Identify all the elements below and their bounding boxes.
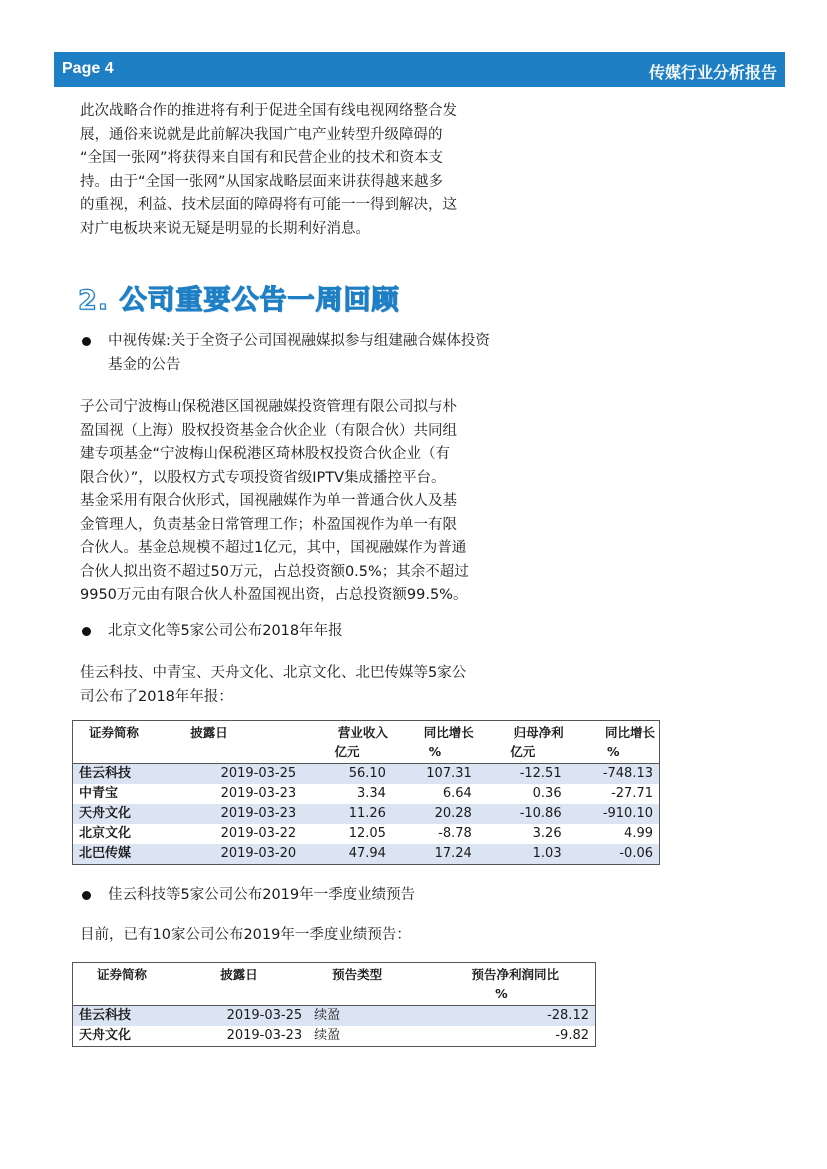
- text-line: 盈国视（上海）股权投资基金合伙企业（有限合伙）共同组: [80, 422, 457, 439]
- text-line: 建专项基金“宁波梅山保税港区琦林股权投资合伙企业（有: [80, 446, 451, 462]
- column-header: 归母净利 亿元: [510, 725, 564, 759]
- text-line: “全国一张网”将获得来自国有和民营企业的技术和资本支: [80, 150, 444, 166]
- text-line: 此次战略合作的推进将有利于促进全国有线电视网络整合发: [80, 103, 457, 119]
- text-line: 展，通俗来说就是此前解决我国广电产业转型升级障碍的: [80, 126, 443, 143]
- bullet-dot-icon: [82, 337, 91, 346]
- text-line: 目前，已有10家公司公布2019年一季度业绩预告：: [80, 927, 411, 943]
- text-line: 基金采用有限合伙形式，国视融媒作为单一普通合伙人及基: [80, 493, 457, 509]
- column-header: 披露日: [220, 967, 258, 982]
- text-line: 子公司宁波梅山保税港区国视融媒投资管理有限公司拟与朴: [80, 399, 457, 415]
- bullet-dot-icon: [82, 627, 91, 636]
- forecast-table: [72, 962, 596, 1047]
- table-header-row: [73, 721, 660, 764]
- text-line: 对广电板块来说无疑是明显的长期利好消息。: [80, 220, 370, 237]
- page-header: [54, 52, 785, 87]
- column-header: 预告类型: [332, 967, 383, 982]
- column-header: 证券简称: [97, 967, 148, 982]
- column-header: 同比增长 %: [604, 725, 655, 759]
- annual-report-paragraph: [80, 662, 466, 709]
- bullet-text: 中视传媒:关于全资子公司国视融媒拟参与组建融合媒体投资: [108, 333, 490, 349]
- bullet-text: 基金的公告: [108, 356, 181, 373]
- table-row: 北京文化 2019-03-22 12.05 -8.78 3.26 4.99: [79, 826, 653, 841]
- report-title: 传媒行业分析报告: [648, 63, 777, 82]
- table-row: 佳云科技 2019-03-25 续盈 -28.12: [73, 1006, 596, 1027]
- table-row: 天舟文化 2019-03-23 续盈 -9.82: [79, 1028, 589, 1043]
- table-row: 中青宝 2019-03-23 3.34 6.64 0.36 -27.71: [79, 786, 653, 801]
- text-line: 9950万元由有限合伙人朴盈国视出资，占总投资额99.5%。: [80, 587, 468, 603]
- text-line: 合伙人拟出资不超过50万元，占总投资额0.5%；其余不超过: [80, 563, 469, 580]
- section-heading: 2. 公司重要公告一周回顾: [78, 285, 400, 316]
- text-line: 限合伙）”，以股权方式专项投资省级IPTV集成播控平台。: [80, 469, 446, 486]
- bullet-text: 佳云科技等5家公司公布2019年一季度业绩预告: [108, 887, 416, 903]
- column-header: 营业收入 亿元: [334, 725, 388, 759]
- column-header: 披露日: [190, 725, 228, 740]
- column-header: 预告净利润同比 %: [471, 967, 559, 1001]
- table-header-row: [73, 963, 596, 1006]
- text-line: 合伙人。基金总规模不超过1亿元，其中，国视融媒作为普通: [80, 540, 467, 556]
- forecast-paragraph: [80, 924, 411, 948]
- column-header: 证券简称: [89, 725, 140, 740]
- text-line: 司公布了2018年年报：: [80, 688, 233, 705]
- table-row: 天舟文化 2019-03-23 11.26 20.28 -10.86 -910.10: [73, 804, 660, 824]
- text-line: 佳云科技、中青宝、天舟文化、北京文化、北巴传媒等5家公: [80, 665, 467, 681]
- bullet-dot-icon: [82, 891, 91, 900]
- text-line: 金管理人，负责基金日常管理工作；朴盈国视作为单一有限: [80, 516, 457, 533]
- table-row: 佳云科技 2019-03-25 56.10 107.31 -12.51 -748.13: [73, 764, 660, 785]
- text-line: 的重视，利益、技术层面的障碍将有可能一一得到解决，这: [80, 197, 457, 213]
- page-number: Page 4: [62, 60, 114, 77]
- column-header: 同比增长 %: [423, 725, 474, 759]
- bullet-text: 北京文化等5家公司公布2018年年报: [108, 623, 343, 639]
- text-line: 持。由于“全国一张网”从国家战略层面来讲获得越来越多: [80, 173, 444, 190]
- annual-report-table: [72, 720, 660, 865]
- intro-paragraph: [80, 100, 457, 241]
- table-row: 北巴传媒 2019-03-20 47.94 17.24 1.03 -0.06: [73, 844, 660, 865]
- announcement-paragraph: [80, 396, 469, 608]
